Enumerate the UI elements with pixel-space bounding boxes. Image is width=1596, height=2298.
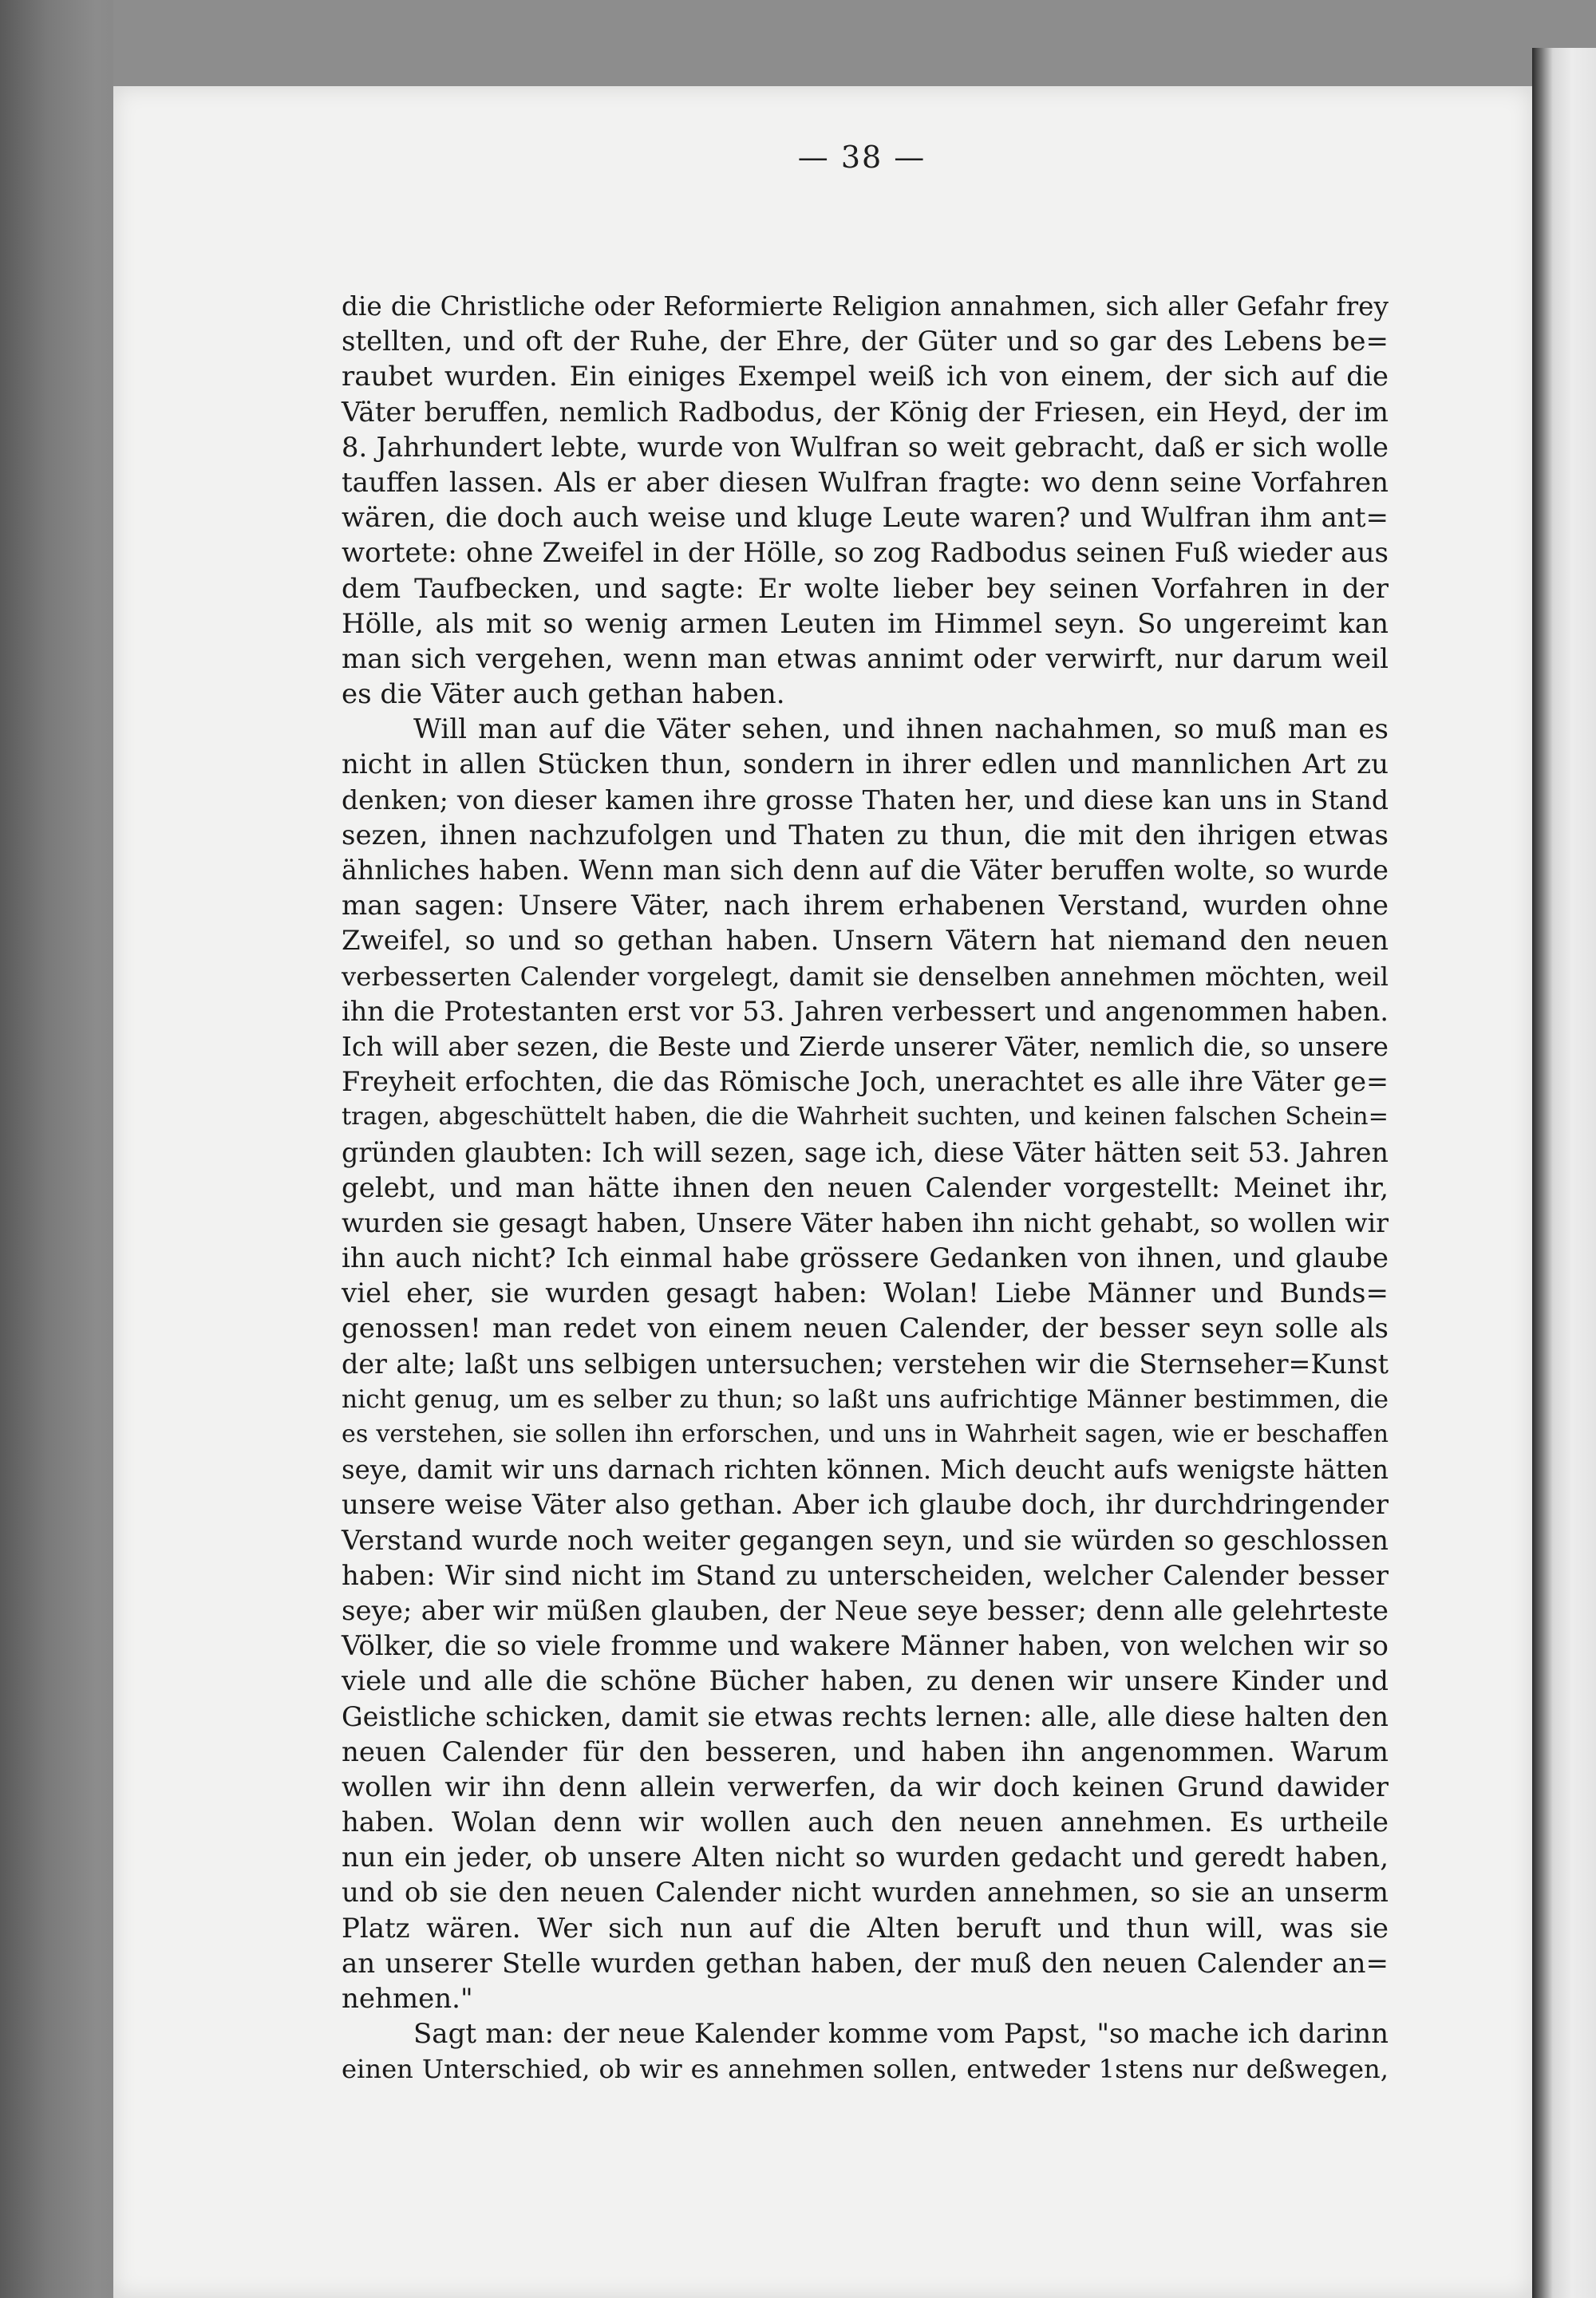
text-line: unsere weise Väter also gethan. Aber ich glaube doch, ihr durchdringender — [342, 1489, 1389, 1522]
text-line: gründen glaubten: Ich will sezen, sage ich, diese Väter hätten seit 53. Jahren — [342, 1136, 1389, 1168]
text-line: nicht genug, um es selber zu thun; so laßt uns aufrichtige Männer bestimmen, die — [342, 1384, 1389, 1414]
text-line: viel eher, sie wurden gesagt haben: Wolan! Liebe Männer und Bunds= — [342, 1277, 1389, 1310]
text-line: wurden sie gesagt haben, Unsere Väter haben ihn nicht gehabt, so wollen wir — [342, 1206, 1389, 1238]
text-line: Geistliche schicken, damit sie etwas rechts lernen: alle, alle diese halten den — [342, 1700, 1389, 1732]
text-line: sezen, ihnen nachzufolgen und Thaten zu thun, die mit den ihrigen etwas — [342, 819, 1389, 851]
text-line: genossen! man redet von einem neuen Calender, der besser seyn solle als — [342, 1313, 1389, 1345]
text-line: nun ein jeder, ob unsere Alten nicht so wurden gedacht und geredt haben, — [342, 1842, 1389, 1874]
text-line: die die Christliche oder Reformierte Religion annahmen, sich aller Gefahr frey — [342, 291, 1389, 322]
text-line: an unserer Stelle wurden gethan haben, der muß den neuen Calender an= — [342, 1947, 1389, 1980]
text-line: ihn auch nicht? Ich einmal habe grössere Gedanken von ihnen, und glaube — [342, 1242, 1389, 1275]
text-line: ähnliches haben. Wenn man sich denn auf die Väter beruffen wolte, so wurde — [342, 855, 1389, 886]
text-line: nicht in allen Stücken thun, sondern in ihrer edlen und mannlichen Art zu — [342, 748, 1389, 781]
text-line: wollen wir ihn denn allein verwerfen, da wir doch keinen Grund dawider — [342, 1771, 1389, 1803]
text-line: Hölle, als mit so wenig armen Leuten im Himmel seyn. So ungereimt kan — [342, 607, 1389, 640]
scanner-top-margin — [113, 0, 1596, 86]
text-line: Freyheit erfochten, die das Römische Joch, unerachtet es alle ihre Väter ge= — [342, 1066, 1389, 1098]
text-line: tauffen lassen. Als er aber diesen Wulfran fragte: wo denn seine Vorfahren — [342, 466, 1389, 499]
text-line: dem Taufbecken, und sagte: Er wolte lieber bey seinen Vorfahren in der — [342, 572, 1389, 605]
text-line: ihn die Protestanten erst vor 53. Jahren verbessert und angenommen haben. — [342, 995, 1389, 1027]
text-line: Väter beruffen, nemlich Radbodus, der König der Friesen, ein Heyd, der im — [342, 396, 1389, 428]
text-line: und ob sie den neuen Calender nicht wurden annehmen, so sie an unserm — [342, 1877, 1389, 1909]
text-line: Verstand wurde noch weiter gegangen seyn, und sie würden so geschlossen — [342, 1524, 1389, 1556]
text-line: Völker, die so viele fromme und wakere Männer haben, von welchen wir so — [342, 1630, 1389, 1663]
text-line: Ich will aber sezen, die Beste und Zierde unserer Väter, nemlich die, so unsere — [342, 1031, 1389, 1062]
text-line: haben: Wir sind nicht im Stand zu unterscheiden, welcher Calender besser — [342, 1559, 1389, 1592]
page-number: — 38 — — [797, 140, 926, 175]
text-line: verbesserten Calender vorgelegt, damit sie denselben annehmen möchten, weil — [342, 961, 1389, 992]
text-line: Sagt man: der neue Kalender komme vom Papst, "so mache ich darinn — [413, 2018, 1389, 2051]
text-line: es die Väter auch gethan haben. — [342, 678, 785, 711]
text-line: Will man auf die Väter sehen, und ihnen nachahmen, so muß man es — [413, 713, 1389, 746]
text-line: wortete: ohne Zweifel in der Hölle, so zog Radbodus seinen Fuß wieder aus — [342, 537, 1389, 570]
body-text — [342, 289, 1389, 2087]
text-line: wären, die doch auch weise und kluge Leute waren? und Wulfran ihm ant= — [342, 502, 1389, 535]
text-line: der alte; laßt uns selbigen untersuchen; verstehen wir die Sternseher=Kunst — [342, 1348, 1389, 1380]
text-line: raubet wurden. Ein einiges Exempel weiß ich von einem, der sich auf die — [342, 361, 1389, 393]
text-line: einen Unterschied, ob wir es annehmen sollen, entweder 1stens nur deßwegen, — [342, 2054, 1389, 2085]
text-line: seye, damit wir uns darnach richten können. Mich deucht aufs wenigste hätten — [342, 1455, 1389, 1486]
text-line: haben. Wolan denn wir wollen auch den neuen annehmen. Es urtheile — [342, 1806, 1389, 1839]
next-page-edge — [1532, 48, 1596, 2298]
text-line: man sich vergehen, wenn man etwas annimt oder verwirft, nur darum weil — [342, 642, 1389, 675]
text-line: man sagen: Unsere Väter, nach ihrem erhabenen Verstand, wurden ohne — [342, 890, 1389, 922]
text-line: nehmen." — [342, 1983, 473, 2015]
text-line: neuen Calender für den besseren, und haben ihn angenommen. Warum — [342, 1735, 1389, 1768]
text-line: es verstehen, sie sollen ihn erforschen, und uns in Wahrheit sagen, wie er beschaffen — [342, 1420, 1389, 1448]
text-line: viele und alle die schöne Bücher haben, zu denen wir unsere Kinder und — [342, 1665, 1389, 1698]
text-line: 8. Jahrhundert lebte, wurde von Wulfran so weit gebracht, daß er sich wolle — [342, 431, 1389, 463]
text-line: seye; aber wir müßen glauben, der Neue seye besser; denn alle gelehrteste — [342, 1594, 1389, 1627]
text-line: gelebt, und man hätte ihnen den neuen Calender vorgestellt: Meinet ihr, — [342, 1171, 1389, 1204]
text-line: denken; von dieser kamen ihre grosse Thaten her, und diese kan uns in Stand — [342, 784, 1389, 815]
text-line: stellten, und oft der Ruhe, der Ehre, der Güter und so gar des Lebens be= — [342, 326, 1389, 358]
text-line: Zweifel, so und so gethan haben. Unsern Vätern hat niemand den neuen — [342, 925, 1389, 958]
text-line: tragen, abgeschüttelt haben, die die Wahrheit suchten, und keinen falschen Schein= — [342, 1103, 1389, 1131]
text-line: Platz wären. Wer sich nun auf die Alten beruft und thun will, was sie — [342, 1912, 1389, 1945]
